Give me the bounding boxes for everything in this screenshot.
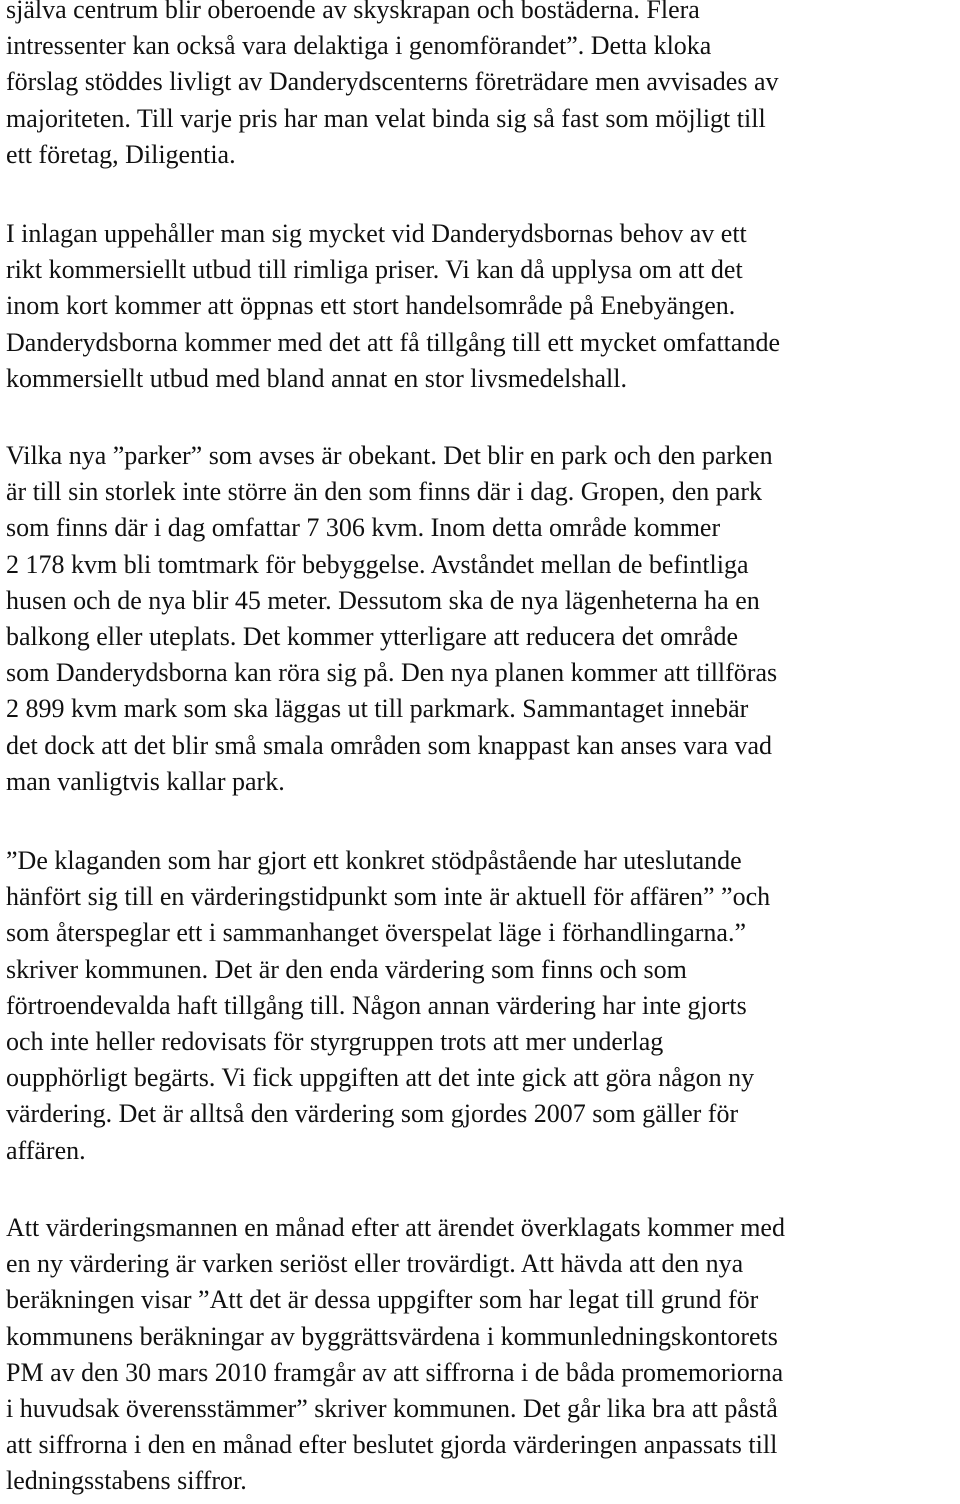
text-line: 2 899 kvm mark som ska läggas ut till parkmark. Sammantaget innebär xyxy=(6,694,749,724)
text-line: är till sin storlek inte större än den som finns där i dag. Gropen, den park xyxy=(6,477,762,507)
text-line: PM av den 30 mars 2010 framgår av att siffrorna i de båda promemoriorna xyxy=(6,1357,784,1387)
text-line: som finns där i dag omfattar 7 306 kvm. Inom detta område kommer xyxy=(6,513,721,543)
text-line: skriver kommunen. Det är den enda värdering som finns och som xyxy=(6,954,687,984)
text-line: själva centrum blir oberoende av skyskrapan och bostäderna. Flera xyxy=(6,0,700,24)
text-line: värdering. Det är alltså den värdering som gjordes 2007 som gäller för xyxy=(6,1099,739,1129)
text-line: ”De klaganden som har gjort ett konkret stödpåstående har uteslutande xyxy=(6,846,742,875)
paragraph xyxy=(6,216,780,397)
text-line: beräkningen visar ”Att det är dessa uppgifter som har legat till grund för xyxy=(6,1285,759,1315)
text-line: ledningsstabens siffror. xyxy=(6,1466,247,1496)
text-line: balkong eller uteplats. Det kommer ytterligare att reducera det område xyxy=(6,622,739,652)
text-line: intressenter kan också vara delaktiga i genomförandet”. Detta kloka xyxy=(6,31,712,61)
text-line: inom kort kommer att öppnas ett stort handelsområde på Enebyängen. xyxy=(6,291,736,321)
text-line: i huvudsak överensstämmer” skriver kommunen. Det går lika bra att påstå xyxy=(6,1394,778,1424)
text-line: oupphörligt begärts. Vi fick uppgiften att det inte gick att göra någon ny xyxy=(6,1063,755,1093)
text-line: man vanligtvis kallar park. xyxy=(6,766,285,796)
text-line: Danderydsborna kommer med det att få tillgång till ett mycket omfattande xyxy=(6,327,780,357)
text-line: det dock att det blir små smala områden som knappast kan anses vara vad xyxy=(6,730,773,760)
paragraph xyxy=(6,438,777,800)
text-line: att siffrorna i den en månad efter beslutet gjorda värderingen anpassats till xyxy=(6,1430,778,1460)
text-line: förtroendevalda haft tillgång till. Någon annan värdering har inte gjorts xyxy=(6,990,747,1020)
text-line: en ny värdering är varken seriöst eller trovärdigt. Att hävda att den nya xyxy=(6,1249,744,1279)
text-line: husen och de nya blir 45 meter. Dessutom ska de nya lägenheterna ha en xyxy=(6,585,760,615)
text-line: Att värderingsmannen en månad efter att ärendet överklagats kommer med xyxy=(6,1213,785,1242)
text-line: ett företag, Diligentia. xyxy=(6,139,236,169)
text-line: kommersiellt utbud med bland annat en stor livsmedelshall. xyxy=(6,363,627,393)
text-line: som Danderydsborna kan röra sig på. Den nya planen kommer att tillföras xyxy=(6,658,778,688)
text-line: majoriteten. Till varje pris har man velat binda sig så fast som möjligt till xyxy=(6,103,766,133)
text-line: och inte heller redovisats för styrgruppen trots att mer underlag xyxy=(6,1027,664,1057)
text-line: rikt kommersiellt utbud till rimliga priser. Vi kan då upplysa om att det xyxy=(6,255,743,285)
text-line: 2 178 kvm bli tomtmark för bebyggelse. Avståndet mellan de befintliga xyxy=(6,549,749,579)
paragraph xyxy=(6,0,779,173)
paragraph xyxy=(6,1210,785,1500)
text-line: I inlagan uppehåller man sig mycket vid Danderydsbornas behov av ett xyxy=(6,219,747,248)
paragraph xyxy=(6,843,770,1169)
text-line: förslag stöddes livligt av Danderydscenterns företrädare men avvisades av xyxy=(6,67,779,97)
text-line: hänfört sig till en värderingstidpunkt som inte är aktuell för affären” ”och xyxy=(6,882,771,912)
text-line: affären. xyxy=(6,1135,86,1165)
text-line: Vilka nya ”parker” som avses är obekant. Det blir en park och den parken xyxy=(6,441,773,470)
text-line: kommunens beräkningar av byggrättsvärdena i kommunledningskontorets xyxy=(6,1321,778,1351)
text-line: som återspeglar ett i sammanhanget överspelat läge i förhandlingarna.” xyxy=(6,918,746,948)
